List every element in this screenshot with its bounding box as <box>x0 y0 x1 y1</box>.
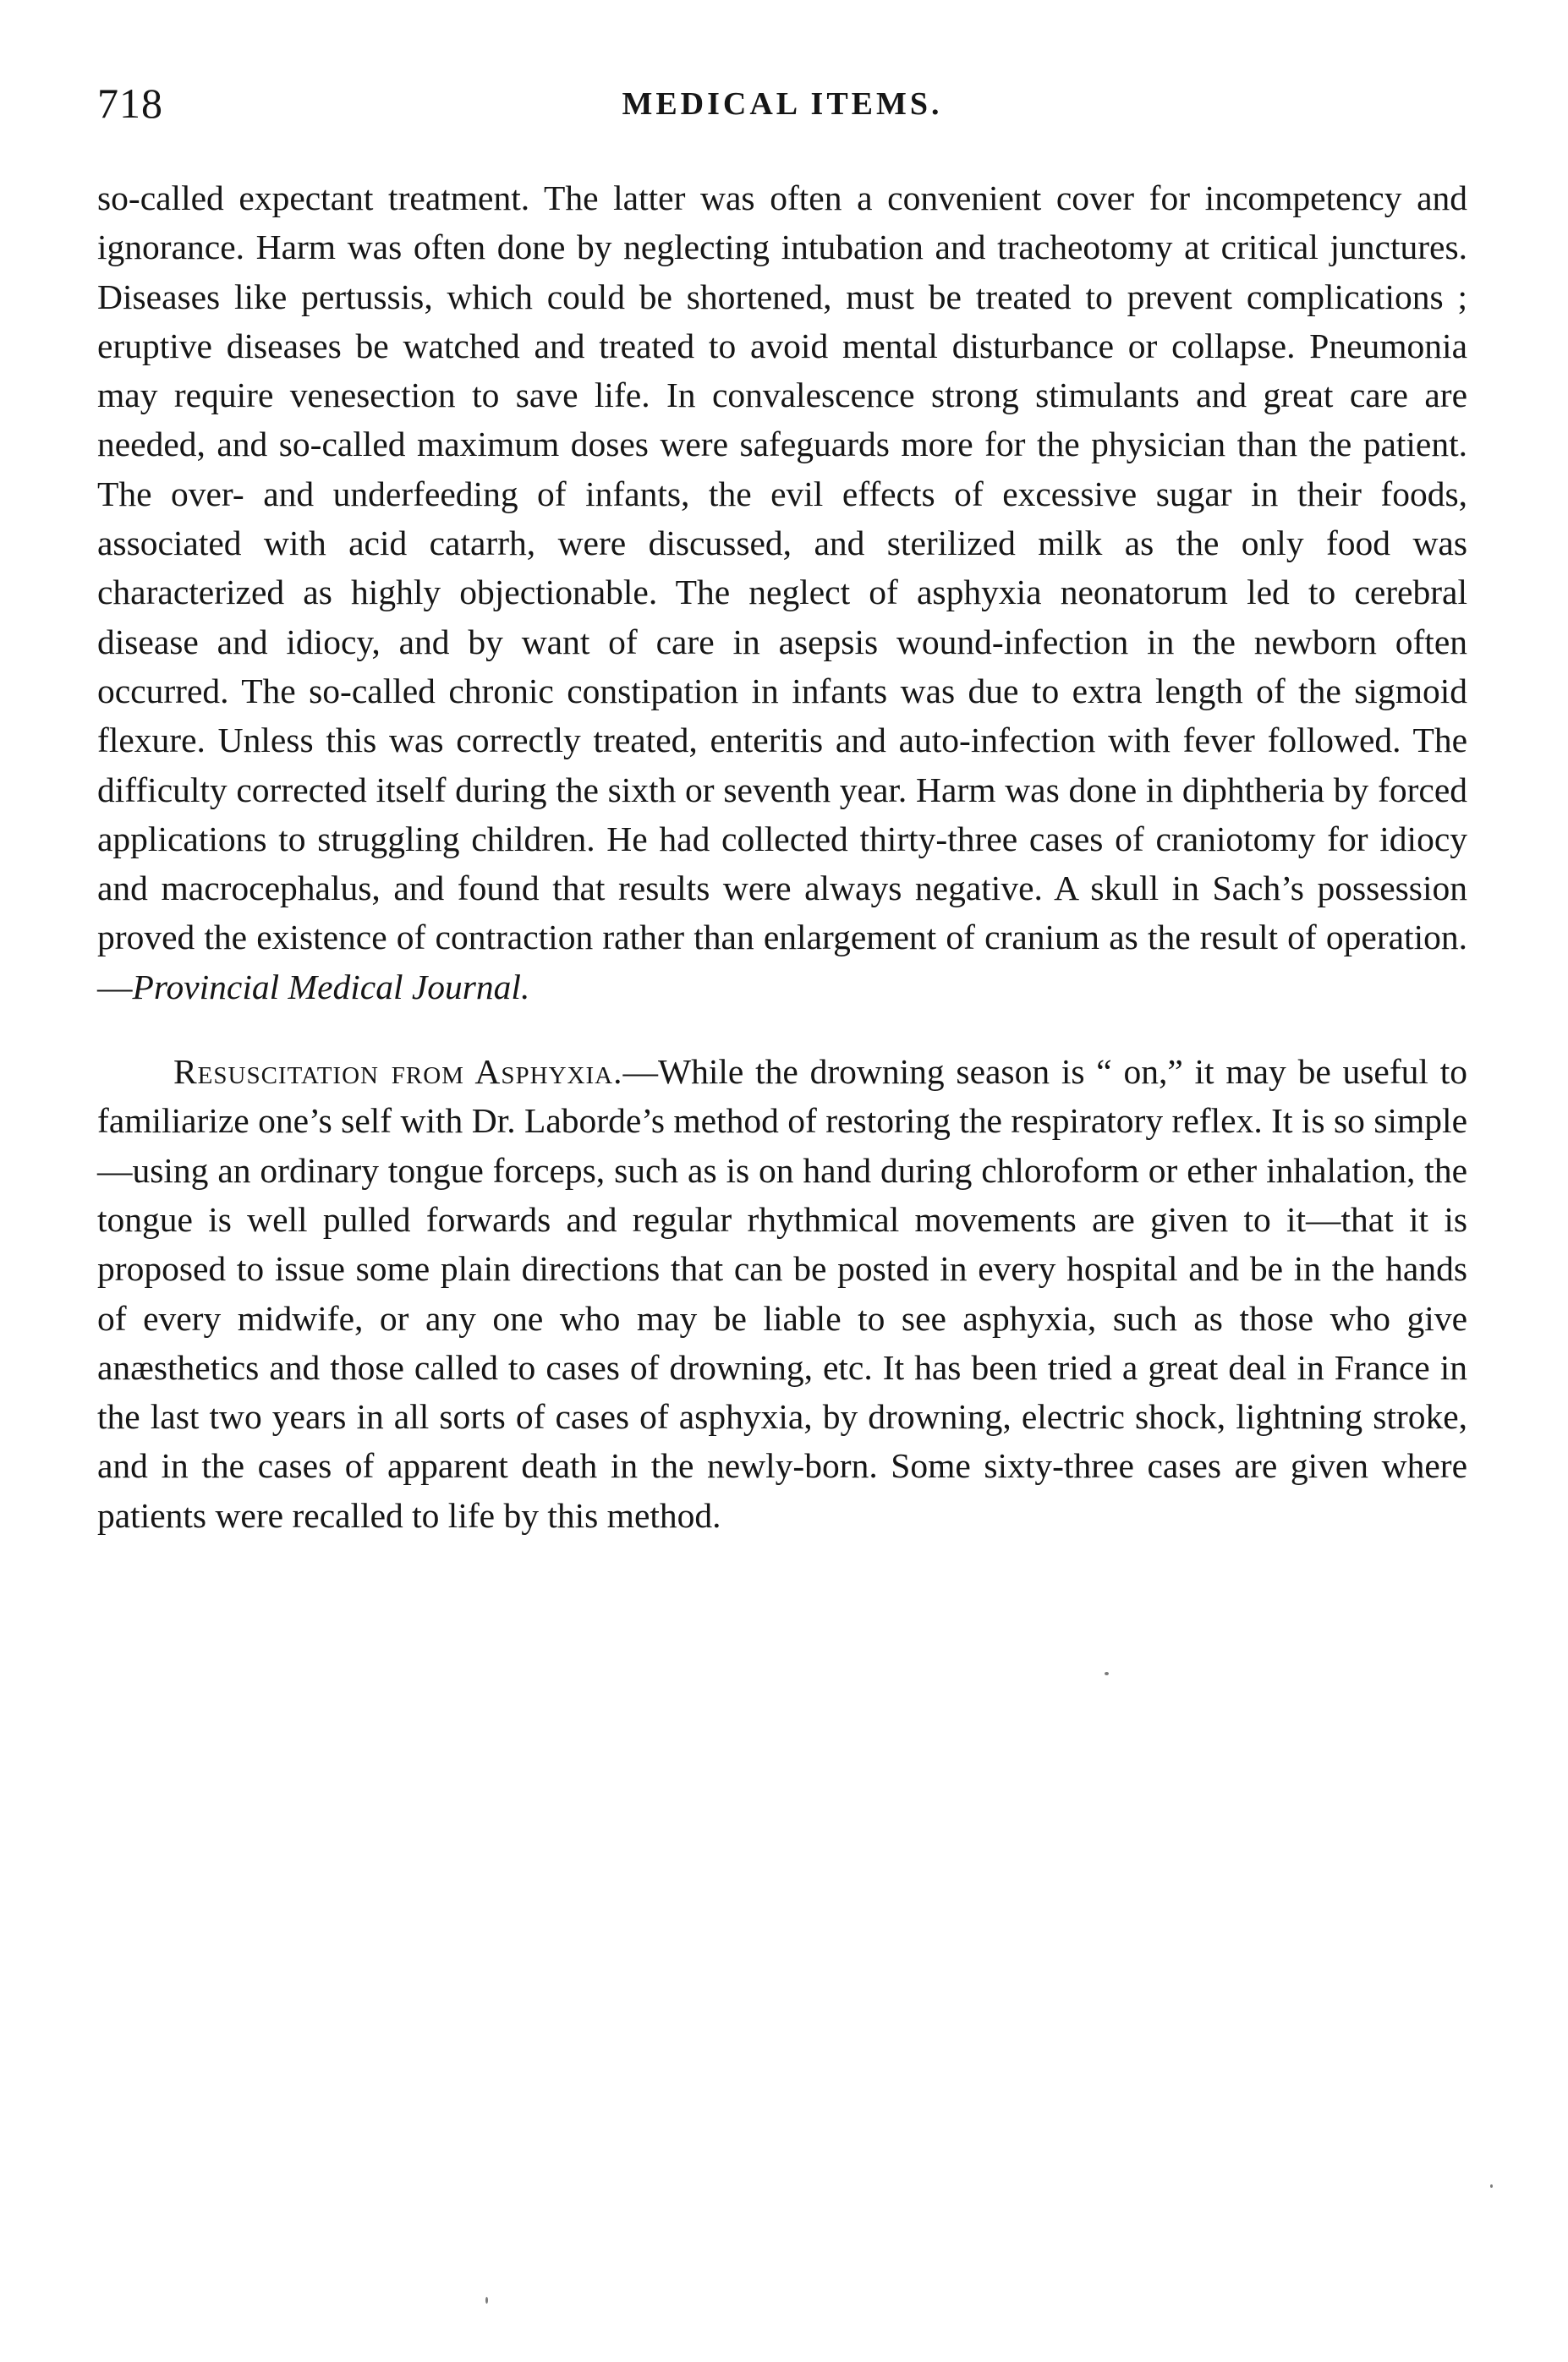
paragraph-text: —While the drowning season is “ on,” it may be useful to familiarize one’s self with Dr. Laborde’s method of restoring the respiratory reflex. It is so simple—using an ordinary tongue forceps, such as is on hand during chloroform or ether inhalation, the tongue is well pulled forwards and regular rhythmical movements are given to it—that it is proposed to issue some plain directions that can be posted in every hospital and be in the hands of every midwife, or any one who may be liable to see asphyxia, such as those who give anæsthetics and those called to cases of drowning, etc. It has been tried a great deal in France in the last two years in all sorts of cases of asphyxia, by drowning, electric shock, lightning stroke, and in the cases of apparent death in the newly-born. Some sixty-three cases are given where patients were recalled to life by this method. <box>97 1052 1467 1535</box>
body-text <box>97 173 1467 1540</box>
running-header <box>97 78 1467 129</box>
paragraph-text: so-called expectant treatment. The latter was often a convenient cover for incompetency and ignorance. Harm was often done by neglecting intubation and tracheotomy at critical junctures. Diseases like pertussis, which could be shortened, must be treated to prevent complications ; eruptive diseases be watched and treated to avoid mental disturbance or collapse. Pneumonia may require venesection to save life. In convalescence strong stimulants and great care are needed, and so-called maximum doses were safeguards more for the physician than the patient. The over- and underfeeding of infants, the evil effects of excessive sugar in their foods, associated with acid catarrh, were discussed, and sterilized milk as the only food was characterized as highly objectionable. The neglect of asphyxia neonatorum led to cerebral disease and idiocy, and by want of care in asepsis wound-infection in the newborn often occurred. The so-called chronic constipation in infants was due to extra length of the sigmoid flexure. Unless this was correctly treated, enteritis and auto-infection with fever followed. The difficulty corrected itself during the sixth or seventh year. Harm was done in diphtheria by forced applications to struggling children. He had collected thirty-three cases of craniotomy for idiocy and macrocephalus, and found that results were always negative. A skull in Sach’s possession proved the existence of contraction rather than enlargement of cranium as the result of operation.— <box>97 178 1467 1006</box>
paragraph-resuscitation <box>97 1047 1467 1540</box>
source-citation: Provincial Medical Journal. <box>132 967 530 1006</box>
paragraph-expectant-treatment <box>97 173 1467 1011</box>
print-speck <box>1490 2184 1493 2188</box>
print-speck <box>1105 1672 1109 1675</box>
running-title: MEDICAL ITEMS. <box>622 86 943 122</box>
print-speck <box>485 2297 488 2304</box>
section-heading: Resuscitation from Asphyxia. <box>173 1052 623 1092</box>
page-number: 718 <box>97 79 163 127</box>
